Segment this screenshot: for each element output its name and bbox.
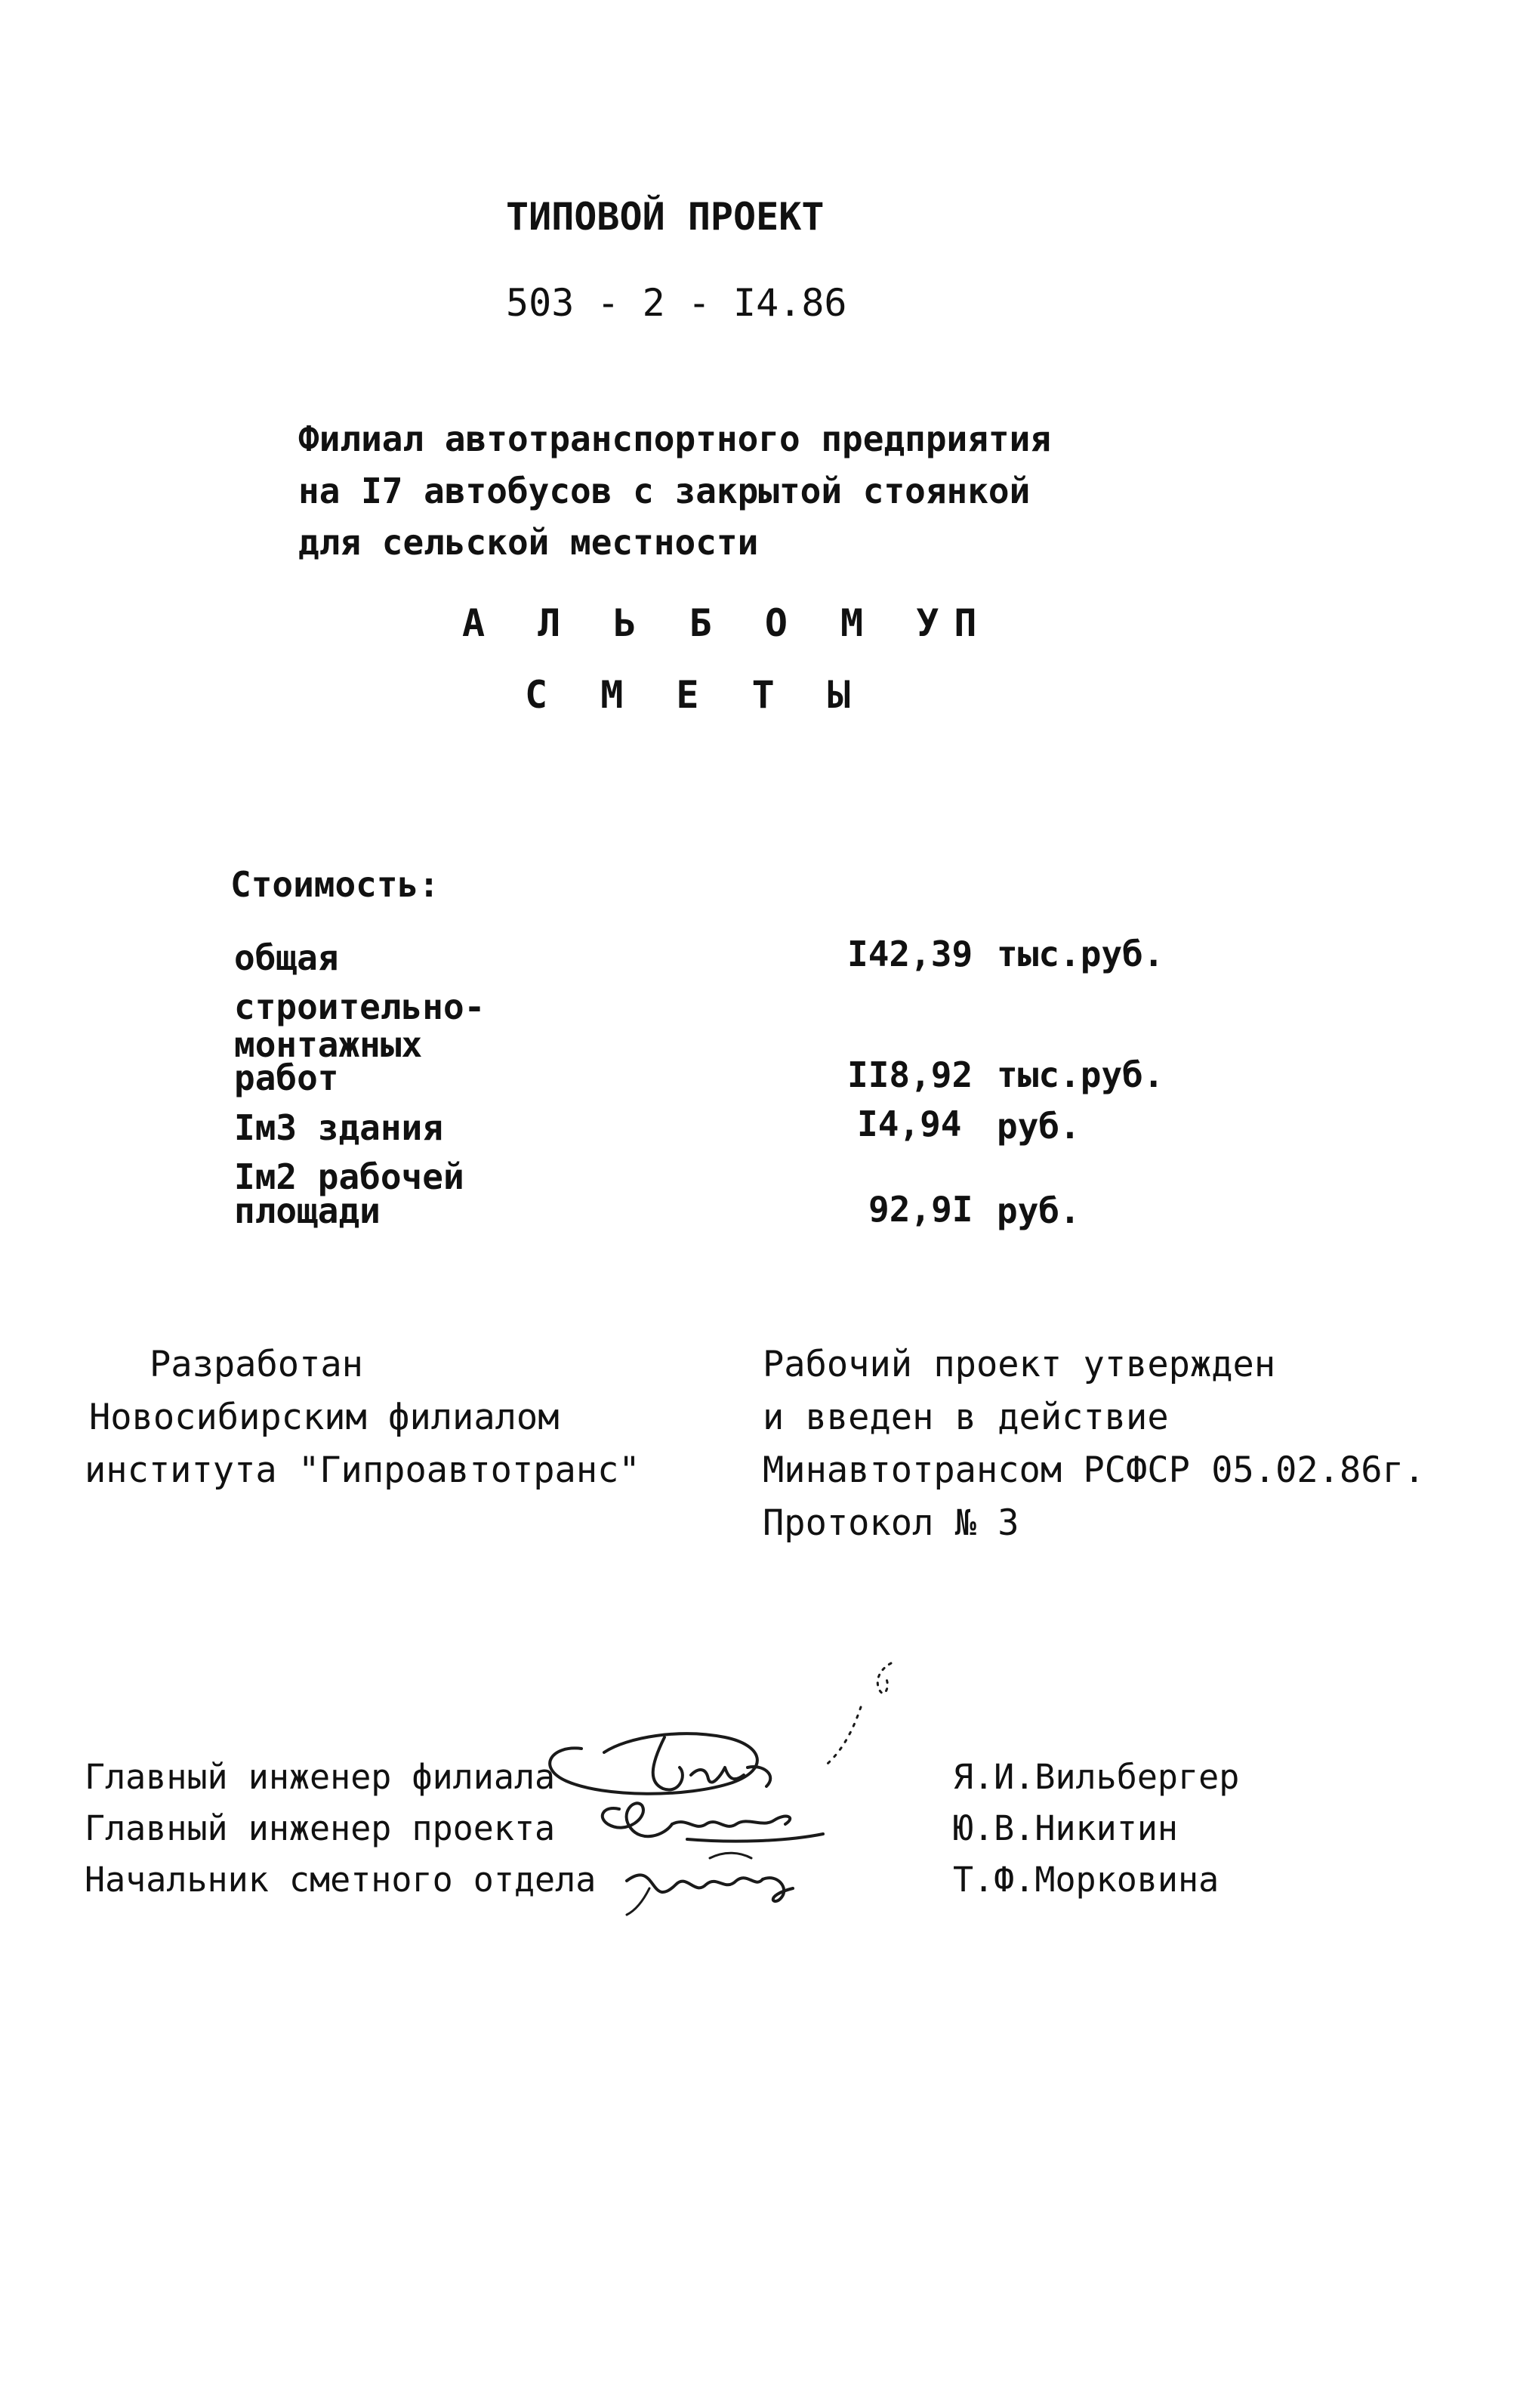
- cost-item-construction-label-3: работ: [234, 1057, 339, 1098]
- signatory-name-3: Т.Ф.Морковина: [953, 1860, 1219, 1900]
- album-subtitle: С М Е Т Ы: [525, 673, 865, 717]
- cost-heading: Стоимость:: [230, 864, 439, 905]
- signature-1: [550, 1733, 770, 1794]
- cost-item-total-unit: тыс.руб.: [997, 934, 1164, 974]
- project-description-line-1: Филиал автотранспортного предприятия: [298, 418, 1051, 459]
- cost-item-construction-label-2: монтажных: [234, 1024, 423, 1065]
- cost-item-construction-value: II8,92: [847, 1054, 973, 1095]
- handwritten-signatures: [536, 1654, 959, 1956]
- project-description-line-3: для сельской местности: [298, 522, 759, 563]
- document-type-title: ТИПОВОЙ ПРОЕКТ: [506, 195, 825, 239]
- signatory-name-2: Ю.В.Никитин: [953, 1808, 1179, 1848]
- cost-item-volume-label: Iм3 здания: [234, 1107, 443, 1148]
- cost-item-construction-label-1: строительно-: [234, 986, 486, 1027]
- cost-item-total-value: I42,39: [847, 934, 973, 974]
- signature-3: [627, 1853, 793, 1915]
- cost-item-area-label-1: Iм2 рабочей: [234, 1156, 464, 1197]
- cost-item-area-unit: руб.: [997, 1190, 1081, 1231]
- cost-item-area-value: 92,9I: [868, 1189, 973, 1230]
- signature-2: [603, 1803, 823, 1841]
- approval-line-3: Минавтотрансом РСФСР 05.02.86г.: [763, 1449, 1426, 1491]
- signatory-position-2: Главный инженер проекта: [85, 1808, 556, 1848]
- approval-line-1: Рабочий проект утвержден: [763, 1344, 1276, 1385]
- approval-line-2: и введен в действие: [763, 1397, 1169, 1438]
- approval-line-4: Протокол № 3: [763, 1502, 1019, 1544]
- project-code: 503 - 2 - I4.86: [506, 281, 847, 325]
- cost-item-volume-value: I4,94: [857, 1104, 962, 1144]
- signatory-position-3: Начальник сметного отдела: [85, 1860, 597, 1900]
- cost-item-area-label-2: площади: [234, 1190, 381, 1231]
- signatory-position-1: Главный инженер филиала: [85, 1757, 556, 1797]
- project-description-line-2: на I7 автобусов с закрытой стоянкой: [298, 471, 1031, 511]
- developer-line-1: Разработан: [150, 1344, 363, 1385]
- cost-item-construction-unit: тыс.руб.: [997, 1054, 1164, 1095]
- signatory-name-1: Я.И.Вильбергер: [953, 1757, 1240, 1797]
- cost-item-total-label: общая: [234, 937, 339, 978]
- cost-item-volume-unit: руб.: [997, 1106, 1081, 1147]
- album-title: А Л Ь Б О М УП: [462, 601, 992, 645]
- developer-line-2: Новосибирским филиалом: [89, 1397, 560, 1438]
- developer-line-3: института "Гипроавтотранс": [85, 1449, 640, 1491]
